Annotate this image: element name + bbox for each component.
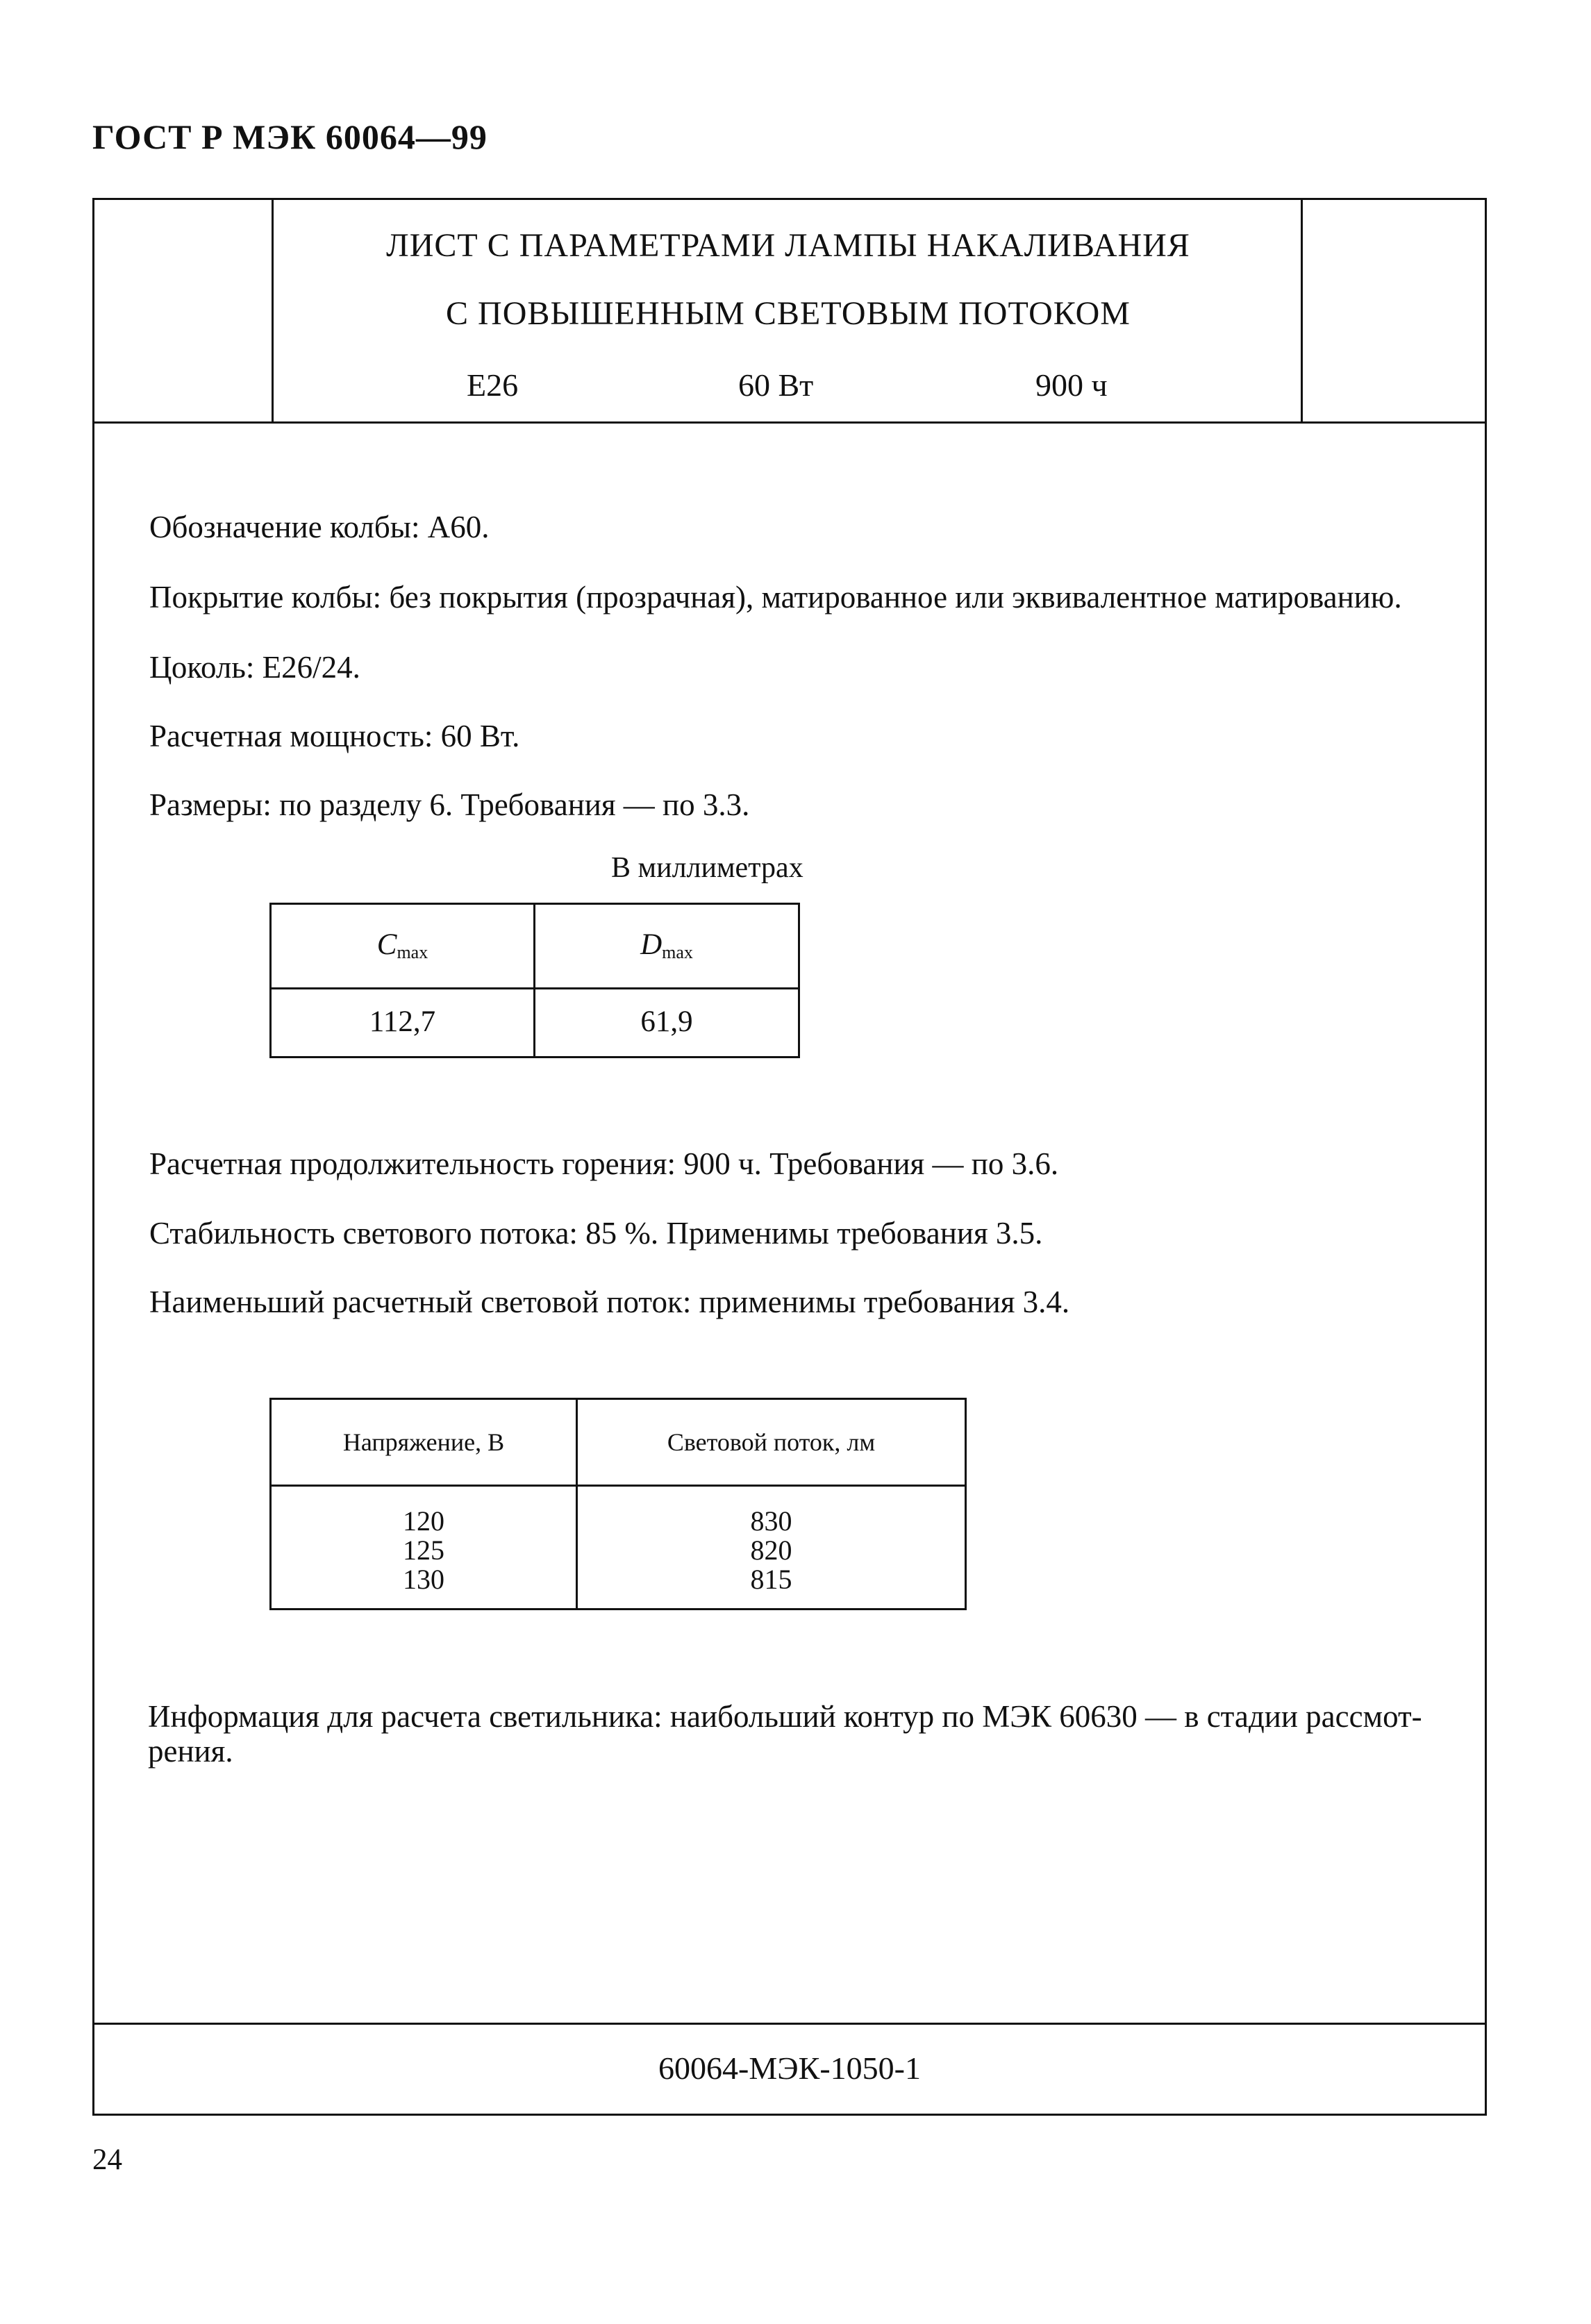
spec-coating: Покрытие колбы: без покрытия (прозрачная), матированное или эквивалентное матированию. (149, 580, 1402, 615)
flux-table-bottom (269, 1608, 967, 1610)
luminaire-info-line2: рения. (148, 1734, 233, 1769)
page-number: 24 (92, 2143, 122, 2176)
frame-right-border (1485, 198, 1487, 2116)
dim-col-c-letter: C (376, 928, 397, 961)
spec-stability: Стабильность светового потока: 85 %. Применимы требования 3.5. (149, 1216, 1043, 1251)
dim-col-d-letter: D (640, 928, 663, 961)
flux-col-flux-header: Световой поток, лм (667, 1428, 876, 1456)
frame-top-border (92, 198, 1487, 200)
flux-table-top (269, 1398, 967, 1400)
spec-base: Цоколь: E26/24. (149, 650, 360, 685)
flux-voltage-value: 120 (403, 1505, 444, 1537)
luminaire-info-line1: Информация для расчета светильника: наибольший контур по МЭК 60630 — в стадии рассмот- (148, 1699, 1422, 1734)
dim-value-d-max: 61,9 (640, 1005, 693, 1038)
title-block-left-divider (272, 198, 274, 424)
dim-col-c-max-header (272, 928, 533, 963)
dim-col-d-max-header (535, 928, 798, 963)
spec-dimensions: Размеры: по разделу 6. Требования — по 3.3. (149, 787, 750, 822)
footer-divider (92, 2023, 1487, 2025)
spec-min-flux: Наименьший расчетный световой поток: применимы требования 3.4. (149, 1285, 1070, 1319)
flux-table-right (965, 1398, 967, 1610)
sheet-title-life: 900 ч (1035, 367, 1108, 403)
sheet-title-line2: С ПОВЫШЕННЫМ СВЕТОВЫМ ПОТОКОМ (446, 295, 1131, 332)
flux-voltage-column (272, 1507, 576, 1594)
flux-lumen-value: 815 (750, 1564, 792, 1595)
title-block-bottom-divider (92, 421, 1487, 424)
dim-col-d-subscript: max (662, 942, 693, 962)
flux-voltage-value: 130 (403, 1564, 444, 1595)
frame-left-border (92, 198, 94, 2116)
sheet-title-cap: E26 (467, 367, 519, 403)
spec-life: Расчетная продолжительность горения: 900 ч. Требования — по 3.6. (149, 1146, 1059, 1181)
dim-value-c-max: 112,7 (369, 1005, 436, 1038)
dim-unit-note: В миллиметрах (611, 852, 803, 884)
flux-col-voltage-header: Напряжение, В (342, 1428, 505, 1456)
flux-lumen-value: 830 (750, 1505, 792, 1537)
flux-table-mid (269, 1485, 967, 1487)
flux-value-column (578, 1507, 965, 1594)
flux-lumen-value: 820 (750, 1535, 792, 1566)
dim-col-c-subscript: max (397, 942, 428, 962)
standard-header: ГОСТ Р МЭК 60064—99 (92, 117, 488, 156)
sheet-code: 60064-МЭК-1050-1 (658, 2050, 921, 2086)
flux-voltage-value: 125 (403, 1535, 444, 1566)
sheet-title-line1: ЛИСТ С ПАРАМЕТРАМИ ЛАМПЫ НАКАЛИВАНИЯ (386, 227, 1190, 264)
sheet-title-power: 60 Вт (738, 367, 814, 403)
spec-power: Расчетная мощность: 60 Вт. (149, 719, 520, 753)
dim-table-right (798, 903, 800, 1058)
frame-bottom-border (92, 2114, 1487, 2116)
spec-bulb: Обозначение колбы: A60. (149, 510, 490, 544)
